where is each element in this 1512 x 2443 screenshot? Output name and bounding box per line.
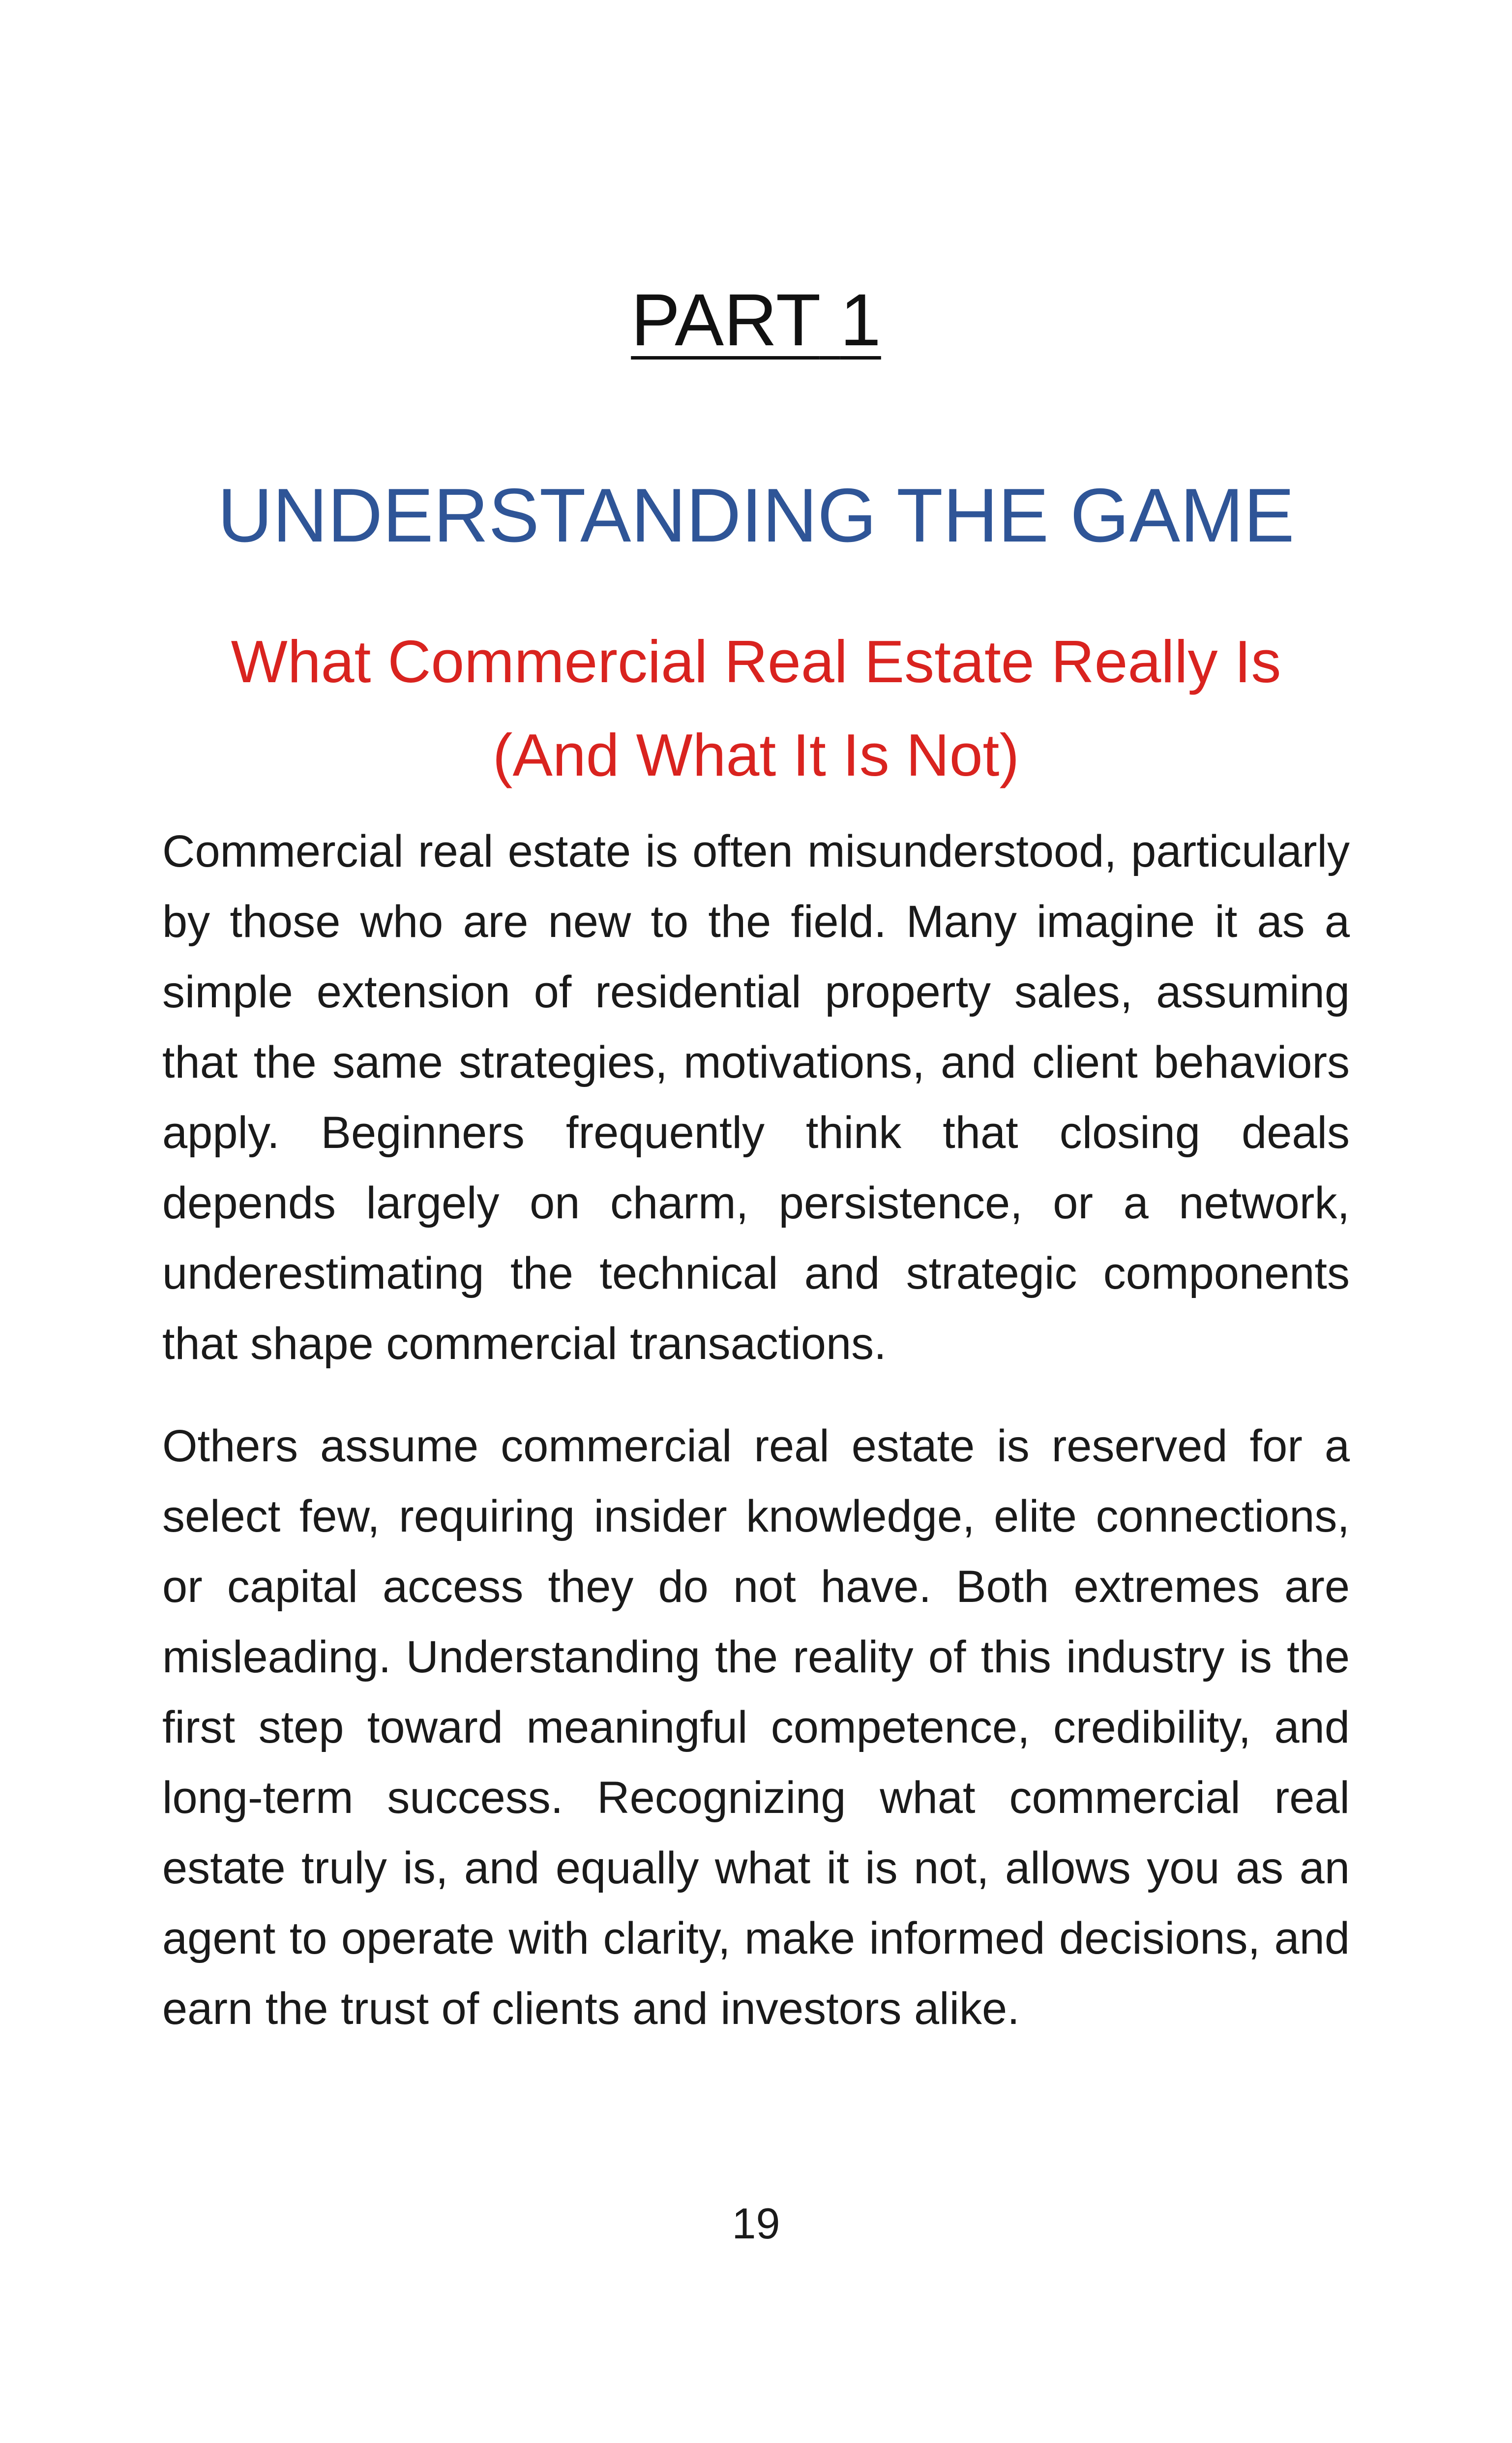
- section-title: UNDERSTANDING THE GAME: [217, 473, 1295, 558]
- paragraph: Commercial real estate is often misunderstood, particularly by those who are new to the field. Many imagine it as a simple extension of residential property sales, assuming that the same strategies, motivations, and client behaviors apply. Beginners frequently think that closing deals depends largely on charm, persistence, or a network, underestimating the technical and strategic components that shape commercial transactions.: [162, 826, 1350, 1369]
- part-label: PART: [631, 278, 820, 361]
- part-heading: [0, 275, 1512, 364]
- page-number: 19: [732, 2199, 780, 2248]
- paragraph: Others assume commercial real estate is reserved for a select few, requiring insider knowledge, elite connections, or capital access they do not have. Both extremes are misleading. Understanding the reality of this industry is the first step toward meaningful competence, credibility, and long-term success. Recognizing what commercial real estate truly is, and equally what it is not, allows you as an agent to operate with clarity, make informed decisions, and earn the trust of clients and investors alike.: [162, 1421, 1350, 2034]
- body-text: [162, 816, 1350, 2076]
- chapter-title: What Commercial Real Estate Really Is (And What It Is Not): [231, 628, 1281, 788]
- part-number: 1: [840, 278, 881, 361]
